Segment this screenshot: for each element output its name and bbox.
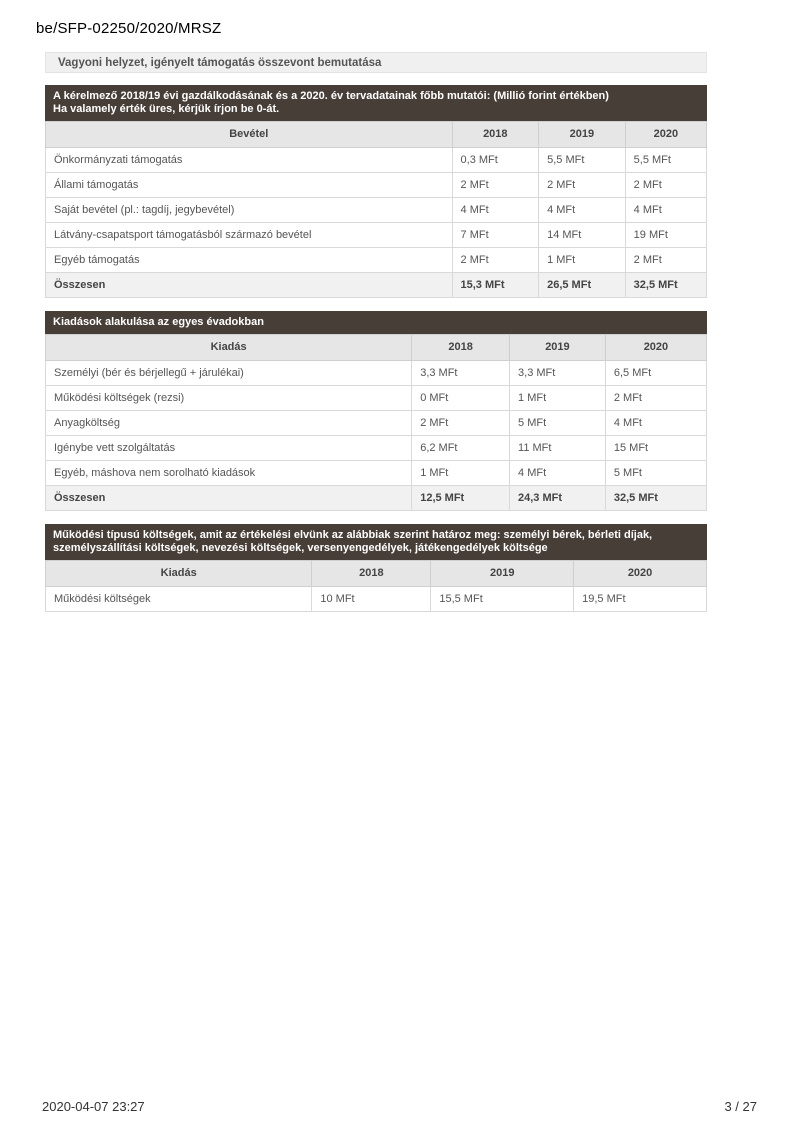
- section-title-bar: Vagyoni helyzet, igényelt támogatás összevont bemutatása: [45, 52, 707, 73]
- expenses-section: [45, 311, 707, 511]
- column-header: Bevétel: [46, 122, 453, 148]
- column-header: 2018: [412, 335, 510, 361]
- row-label: Működési költségek (rezsi): [46, 386, 412, 411]
- row-label: Összesen: [46, 273, 453, 298]
- row-label: Igénybe vett szolgáltatás: [46, 436, 412, 461]
- row-value: 5,5 MFt: [539, 148, 626, 173]
- column-header: 2018: [312, 561, 431, 587]
- table-row: [46, 223, 707, 248]
- row-value: 6,5 MFt: [605, 361, 706, 386]
- row-label: Egyéb, máshova nem sorolható kiadások: [46, 461, 412, 486]
- column-header: 2019: [539, 122, 626, 148]
- row-label: Látvány-csapatsport támogatásból származó bevétel: [46, 223, 453, 248]
- row-value: 2 MFt: [452, 248, 539, 273]
- row-value: 6,2 MFt: [412, 436, 510, 461]
- row-value: 2 MFt: [452, 173, 539, 198]
- operating-costs-table-header-row: [46, 561, 707, 587]
- row-value: 10 MFt: [312, 587, 431, 612]
- row-label: Anyagköltség: [46, 411, 412, 436]
- column-header: Kiadás: [46, 335, 412, 361]
- table-row: [46, 248, 707, 273]
- column-header: 2020: [605, 335, 706, 361]
- row-value: 4 MFt: [605, 411, 706, 436]
- row-value: 32,5 MFt: [605, 486, 706, 511]
- operating-costs-header-bar: Működési típusú költségek, amit az értékelési elvünk az alábbiak szerint határoz meg: személyi bérek, bérleti díjak, személyszállítási költségek, nevezési költségek, versenyengedélyek, játékengedélyek költsége: [45, 524, 707, 560]
- expenses-table-header-row: [46, 335, 707, 361]
- row-value: 15 MFt: [605, 436, 706, 461]
- row-value: 5 MFt: [510, 411, 606, 436]
- table-row: [46, 461, 707, 486]
- revenue-table-header-row: [46, 122, 707, 148]
- table-row: [46, 198, 707, 223]
- total-row: [46, 486, 707, 511]
- row-value: 2 MFt: [605, 386, 706, 411]
- page-content: [45, 52, 707, 625]
- row-value: 2 MFt: [625, 248, 706, 273]
- row-value: 2 MFt: [539, 173, 626, 198]
- column-header: 2020: [625, 122, 706, 148]
- table-row: [46, 173, 707, 198]
- row-value: 3,3 MFt: [412, 361, 510, 386]
- table-row: [46, 587, 707, 612]
- footer-page-indicator: 3 / 27: [724, 1099, 757, 1114]
- operating-costs-section: [45, 524, 707, 612]
- expenses-header-bar: Kiadások alakulása az egyes évadokban: [45, 311, 707, 334]
- row-label: Saját bevétel (pl.: tagdíj, jegybevétel): [46, 198, 453, 223]
- table-row: [46, 411, 707, 436]
- column-header: 2020: [574, 561, 707, 587]
- revenue-header-bar: [45, 85, 707, 121]
- row-label: Személyi (bér és bérjellegű + járulékai): [46, 361, 412, 386]
- revenue-header-line2: Ha valamely érték üres, kérjük írjon be 0-át.: [53, 103, 280, 115]
- row-value: 14 MFt: [539, 223, 626, 248]
- row-label: Egyéb támogatás: [46, 248, 453, 273]
- row-value: 5,5 MFt: [625, 148, 706, 173]
- row-value: 11 MFt: [510, 436, 606, 461]
- row-label: Önkormányzati támogatás: [46, 148, 453, 173]
- row-value: 15,5 MFt: [431, 587, 574, 612]
- row-value: 4 MFt: [539, 198, 626, 223]
- row-value: 5 MFt: [605, 461, 706, 486]
- revenue-header-line1: A kérelmező 2018/19 évi gazdálkodásának és a 2020. év tervadatainak főbb mutatói: (Millió forint értékben): [53, 90, 609, 102]
- operating-costs-table: [45, 560, 707, 612]
- row-value: 3,3 MFt: [510, 361, 606, 386]
- table-row: [46, 361, 707, 386]
- footer-datetime: 2020-04-07 23:27: [42, 1099, 145, 1114]
- row-value: 32,5 MFt: [625, 273, 706, 298]
- row-value: 2 MFt: [625, 173, 706, 198]
- row-value: 0,3 MFt: [452, 148, 539, 173]
- revenue-section: [45, 85, 707, 298]
- row-value: 19 MFt: [625, 223, 706, 248]
- row-value: 0 MFt: [412, 386, 510, 411]
- column-header: 2018: [452, 122, 539, 148]
- table-row: [46, 436, 707, 461]
- row-value: 26,5 MFt: [539, 273, 626, 298]
- row-value: 1 MFt: [510, 386, 606, 411]
- row-value: 1 MFt: [412, 461, 510, 486]
- column-header: 2019: [431, 561, 574, 587]
- row-value: 19,5 MFt: [574, 587, 707, 612]
- row-label: Összesen: [46, 486, 412, 511]
- table-row: [46, 386, 707, 411]
- column-header: 2019: [510, 335, 606, 361]
- row-value: 12,5 MFt: [412, 486, 510, 511]
- row-value: 24,3 MFt: [510, 486, 606, 511]
- row-value: 4 MFt: [452, 198, 539, 223]
- page-footer: [42, 1099, 757, 1114]
- expenses-table: [45, 334, 707, 511]
- row-value: 1 MFt: [539, 248, 626, 273]
- document-id: be/SFP-02250/2020/MRSZ: [36, 20, 222, 37]
- row-value: 2 MFt: [412, 411, 510, 436]
- row-value: 15,3 MFt: [452, 273, 539, 298]
- row-value: 7 MFt: [452, 223, 539, 248]
- row-value: 4 MFt: [510, 461, 606, 486]
- table-row: [46, 148, 707, 173]
- revenue-table: [45, 121, 707, 298]
- total-row: [46, 273, 707, 298]
- row-value: 4 MFt: [625, 198, 706, 223]
- row-label: Működési költségek: [46, 587, 312, 612]
- column-header: Kiadás: [46, 561, 312, 587]
- row-label: Állami támogatás: [46, 173, 453, 198]
